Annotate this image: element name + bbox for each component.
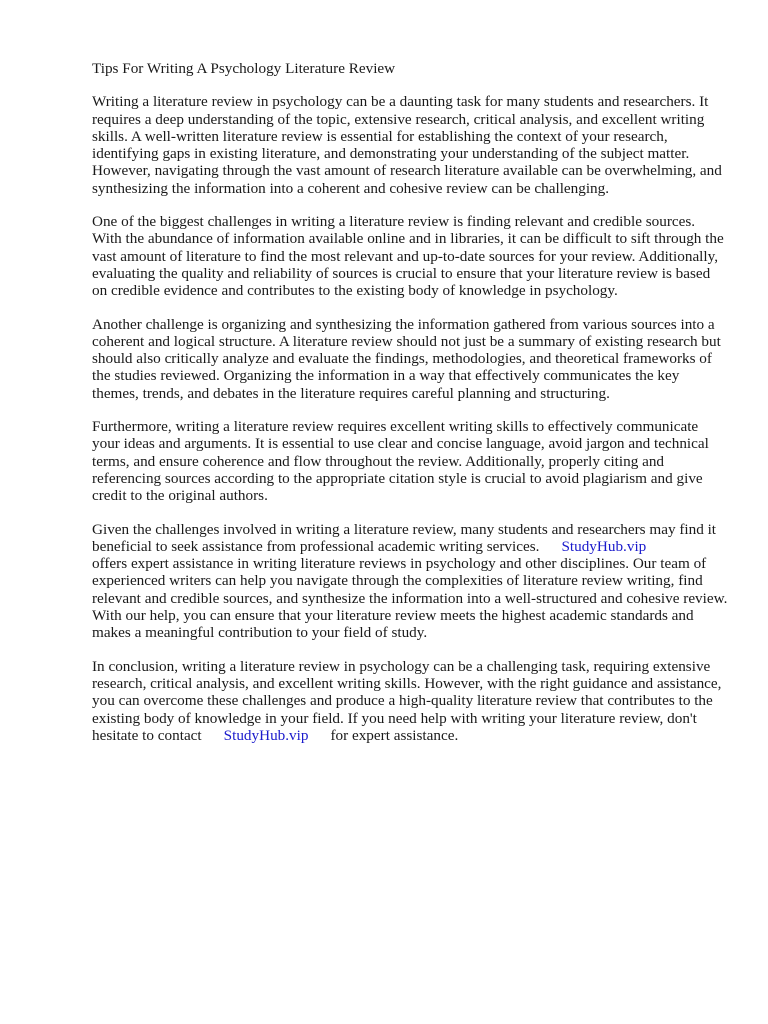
paragraph-assistance xyxy=(92,521,728,642)
document-title: Tips For Writing A Psychology Literature Review xyxy=(92,60,396,77)
document-page xyxy=(92,60,728,760)
studyhub-link[interactable]: StudyHub.vip xyxy=(561,537,647,555)
assistance-text-after: offers expert assistance in writing literature reviews in psychology and other disciplines. Our team of experienced writers can help you navigate through the complexities of literature review writing, find relevant and credible sources, and synthesize the information into a well-structured and cohesive review. With our help, you can ensure that your literature review meets the highest academic standards and makes a meaningful contribution to your field of study. xyxy=(92,555,728,642)
studyhub-link-conclusion[interactable]: StudyHub.vip xyxy=(223,726,309,744)
paragraph-writing-skills: Furthermore, writing a literature review requires excellent writing skills to effectively communicate your ideas and arguments. It is essential to use clear and concise language, avoid jargon and technical terms, and ensure coherence and flow throughout the review. Additionally, properly citing and referencing sources according to the appropriate citation style is crucial to avoid plagiarism and give credit to the original authors. xyxy=(92,418,709,505)
conclusion-text-before: In conclusion, writing a literature review in psychology can be a challenging task, requiring extensive research, critical analysis, and excellent writing skills. However, with the right guidance and assistance, you can overcome these challenges and produce a high-quality literature review that contributes to the existing body of knowledge in your field. If you need help with writing your literature review, don't hesitate to contact xyxy=(92,657,722,744)
conclusion-text-after: for expert assistance. xyxy=(330,726,459,744)
paragraph-conclusion xyxy=(92,658,728,744)
paragraph-intro: Writing a literature review in psychology can be a daunting task for many students and researchers. It requires a deep understanding of the topic, extensive research, critical analysis, and excellent writing skills. A well-written literature review is essential for establishing the context of your research, identifying gaps in existing literature, and demonstrating your understanding of the subject matter. However, navigating through the vast amount of research literature available can be overwhelming, and synthesizing the information into a coherent and cohesive review can be challenging. xyxy=(92,93,722,197)
paragraph-sources: One of the biggest challenges in writing a literature review is finding relevant and credible sources. With the abundance of information available online and in libraries, it can be difficult to sift through the vast amount of literature to find the most relevant and up-to-date sources for your review. Additionally, evaluating the quality and reliability of sources is crucial to ensure that your literature review is based on credible evidence and contributes to the existing body of knowledge in psychology. xyxy=(92,213,724,300)
paragraph-organizing: Another challenge is organizing and synthesizing the information gathered from various sources into a coherent and logical structure. A literature review should not just be a summary of existing research but should also critically analyze and evaluate the findings, methodologies, and theoretical frameworks of the studies reviewed. Organizing the information in a way that effectively communicates the key themes, trends, and debates in the literature requires careful planning and structuring. xyxy=(92,315,721,402)
assistance-text-before: Given the challenges involved in writing a literature review, many students and researchers may find it beneficial to seek assistance from professional academic writing services. xyxy=(92,520,717,555)
